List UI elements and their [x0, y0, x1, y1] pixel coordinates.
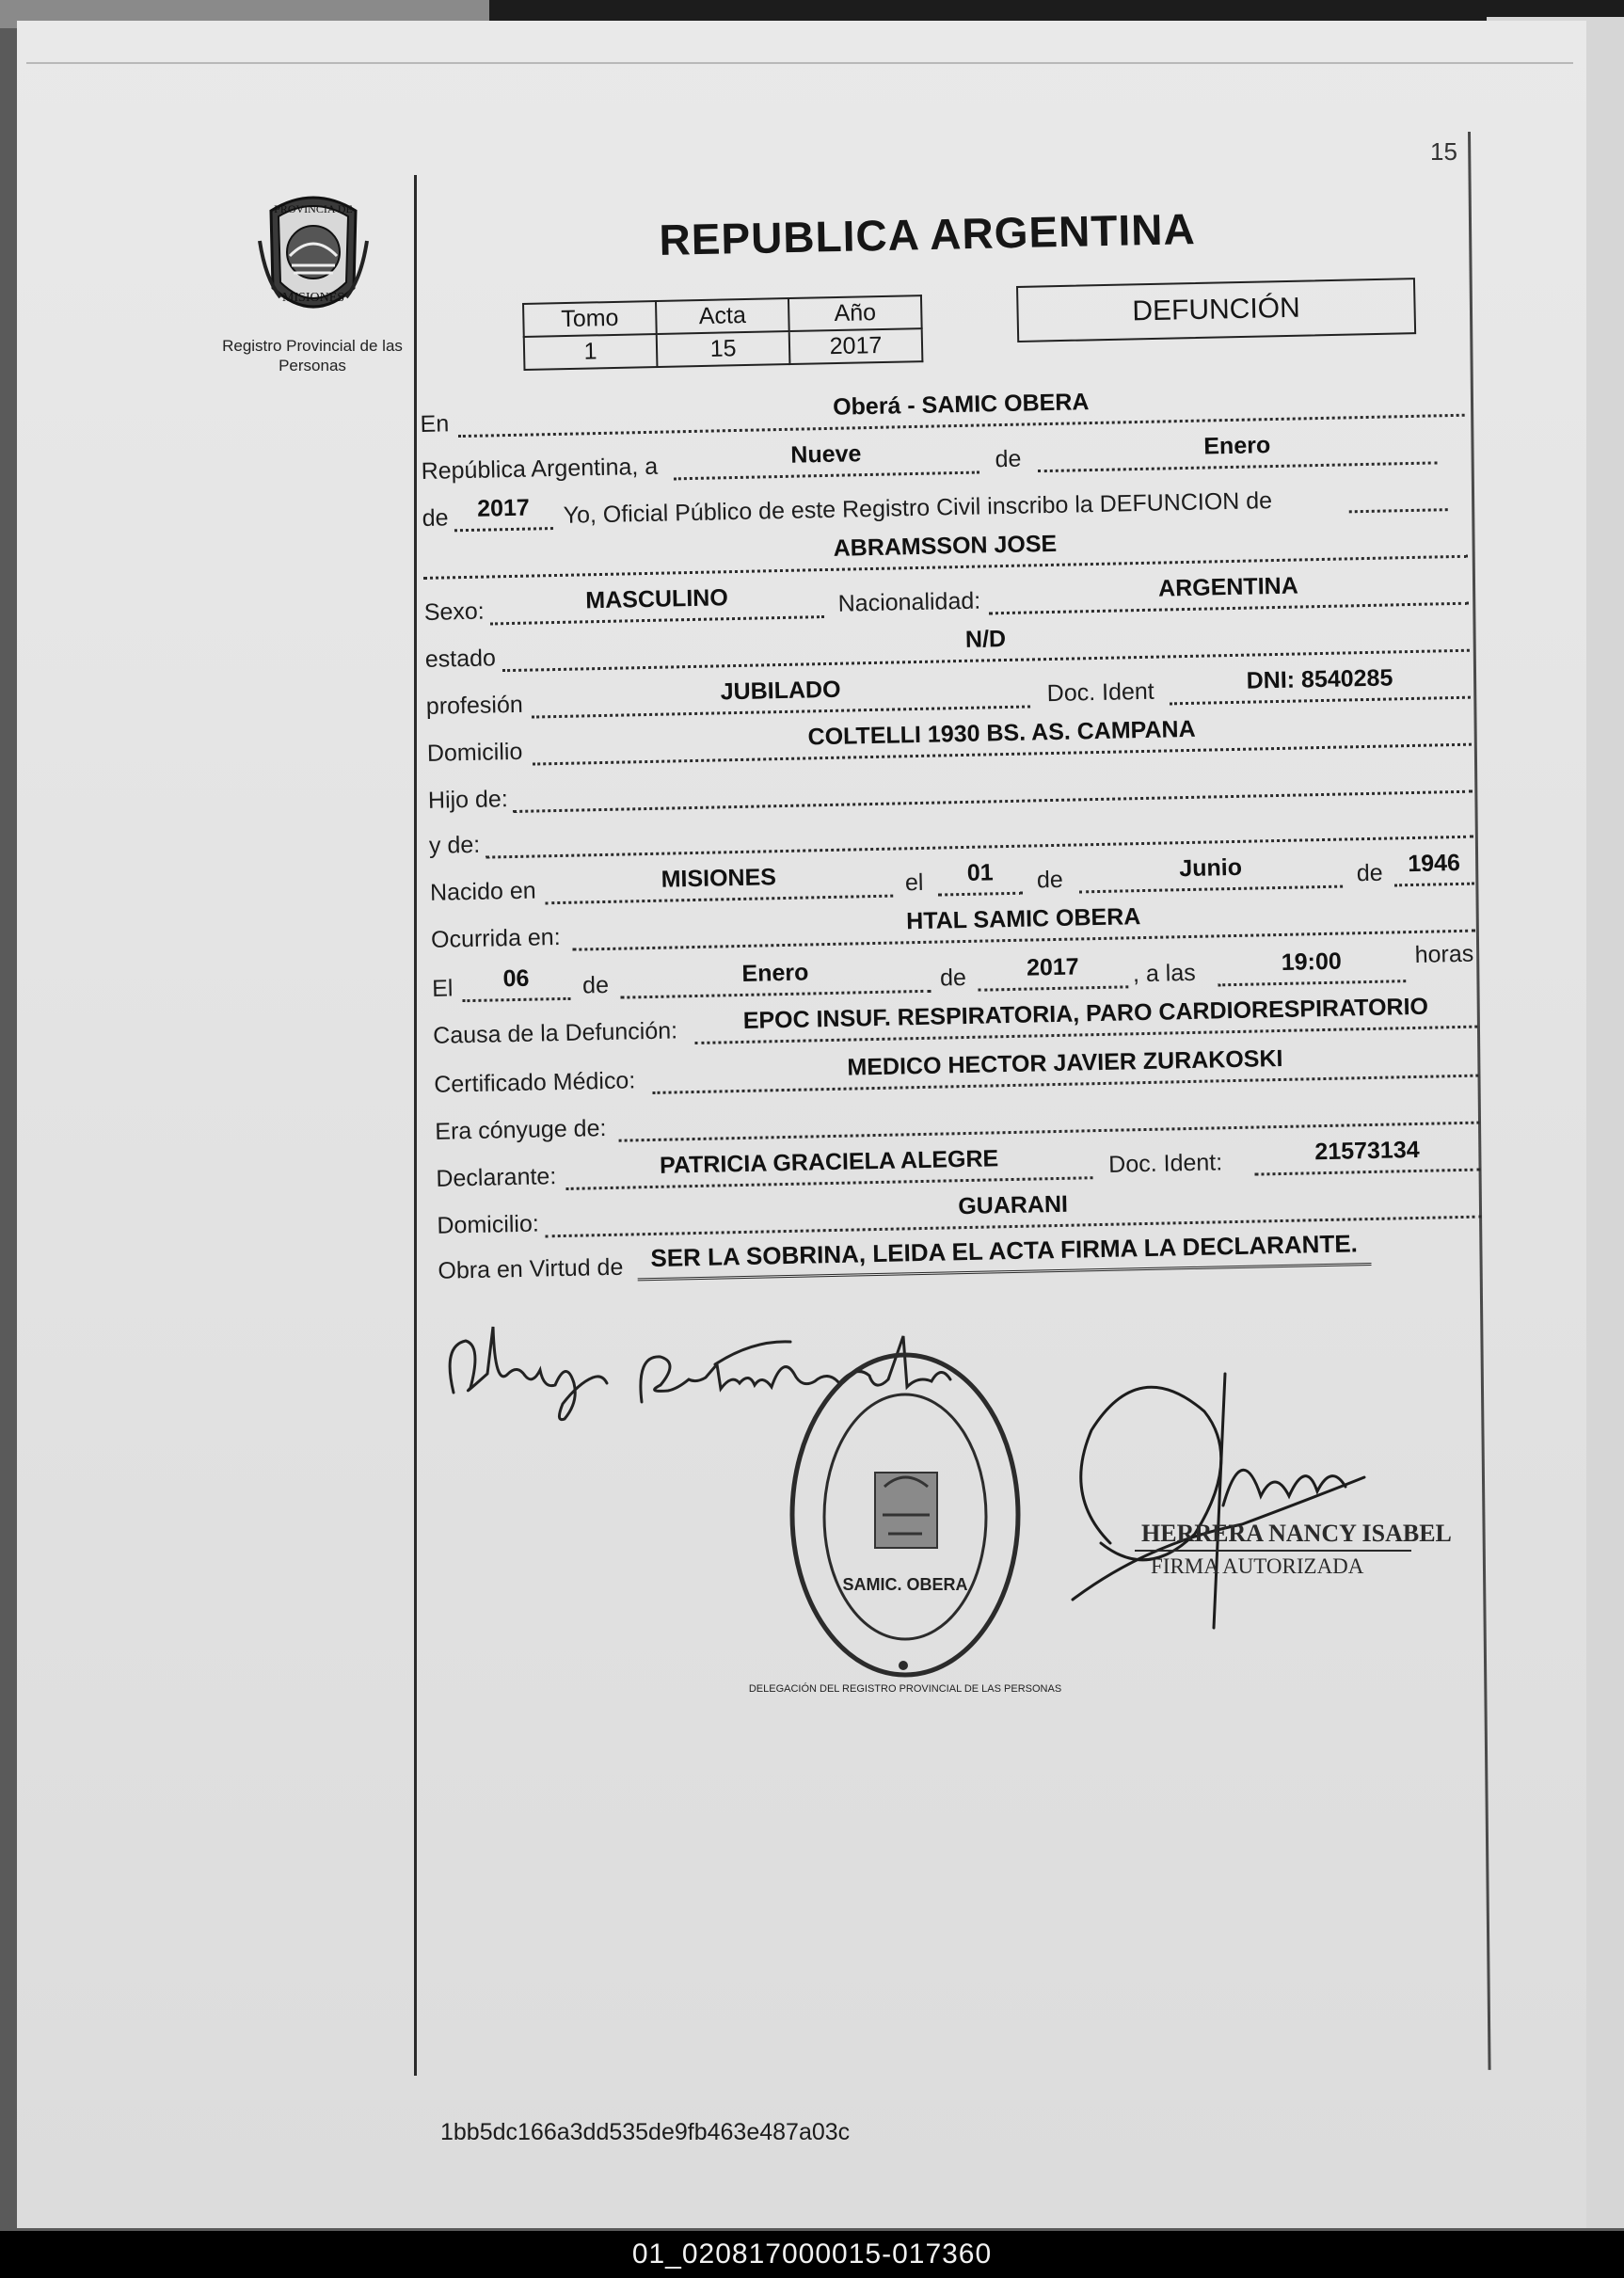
de-label: de [995, 445, 1022, 473]
year-field: 2017 [454, 491, 553, 532]
emblem-text-bottom: MISIONES [281, 291, 345, 305]
tomo-header: Tomo [523, 301, 657, 337]
emblem-text-top: PROVINCIA DE [274, 202, 353, 215]
declarant-field: PATRICIA GRACIELA ALEGRE [565, 1140, 1093, 1190]
civil-status-field: N/D [502, 613, 1470, 673]
document-hash: 1bb5dc166a3dd535de9fb463e487a03c [440, 2119, 851, 2145]
place-field: Oberá - SAMIC OBERA [457, 378, 1465, 438]
declarant-signature [450, 1327, 950, 1420]
el2-label: El [431, 975, 454, 1002]
horas-label: horas [1414, 940, 1474, 968]
causa-label: Causa de la Defunción: [432, 1017, 678, 1049]
alas-label: , a las [1132, 959, 1196, 988]
acta-header: Acta [656, 298, 789, 334]
doc-ident-label: Doc. Ident [1046, 677, 1154, 708]
provincial-emblem-icon [252, 184, 374, 326]
domicilio-label: Domicilio [426, 738, 523, 767]
stamp-center-text: SAMIC. OBERA [842, 1575, 968, 1594]
death-place-field: HTAL SAMIC OBERA [572, 894, 1476, 951]
anio-label: de [422, 504, 449, 532]
document-type-box: DEFUNCIÓN [1016, 278, 1416, 342]
declarant-doc-field: 21573134 [1254, 1133, 1481, 1176]
death-time-field: 19:00 [1217, 944, 1406, 986]
el-label: el [904, 868, 924, 897]
conyuge-label: Era cónyuge de: [435, 1115, 607, 1145]
birth-de-label: de [1036, 866, 1063, 894]
birth-year-field: 1946 [1393, 847, 1474, 887]
sexo-label: Sexo: [423, 597, 486, 626]
death-de2-label: de [939, 964, 967, 992]
birth-month-field: Junio [1078, 850, 1343, 894]
acta-value: 15 [657, 331, 790, 367]
birth-day-field: 01 [937, 856, 1023, 897]
profesion-label: profesión [425, 691, 524, 720]
death-day-field: 06 [462, 962, 571, 1002]
registry-table [522, 295, 923, 371]
anio-value: 2017 [789, 328, 923, 364]
certificado-label: Certificado Médico: [434, 1067, 636, 1098]
decl-doc-label: Doc. Ident: [1107, 1149, 1223, 1178]
death-month-field: Enero [620, 954, 931, 999]
declarante-label: Declarante: [436, 1163, 557, 1192]
republica-label: República Argentina, a [421, 453, 659, 485]
nacido-label: Nacido en [429, 877, 536, 906]
official-name: HERRERA NANCY ISABEL [1141, 1520, 1452, 1547]
official-role: FIRMA AUTORIZADA [1151, 1554, 1364, 1578]
nationality-field: ARGENTINA [988, 566, 1469, 615]
registry-value-row [524, 328, 923, 370]
address-field: COLTELLI 1930 BS. AS. CAMPANA [532, 708, 1472, 766]
birthplace-field: MISIONES [544, 859, 893, 905]
en-label: En [420, 410, 450, 438]
death-de-label: de [581, 971, 610, 999]
left-margin-rule [414, 175, 417, 2076]
signature-area [414, 1298, 1468, 1712]
tomo-value: 1 [524, 334, 658, 370]
decl-dom-label: Domicilio: [437, 1210, 540, 1239]
cause-field: EPOC INSUF. RESPIRATORIA, PARO CARDIORESPIRATORIO [694, 990, 1478, 1044]
official-stamp [749, 1355, 1061, 1695]
grounds-field: SER LA SOBRINA, LEIDA EL ACTA FIRMA LA DECLARANTE. [637, 1227, 1372, 1281]
document-title: REPUBLICA ARGENTINA [659, 204, 1197, 264]
estado-label: estado [424, 645, 497, 673]
month-field: Enero [1037, 425, 1438, 472]
hijo-label: Hijo de: [427, 786, 509, 814]
stamp-text: DELEGACIÓN DEL REGISTRO PROVINCIAL DE LAS PERSONAS [748, 1683, 1062, 1695]
yo-continuation-field [1348, 472, 1448, 513]
day-field: Nueve [673, 436, 979, 481]
org-name: Registro Provincial de las Personas [222, 337, 403, 374]
certificate-field: MEDICO HECTOR JAVIER ZURAKOSKI [652, 1039, 1479, 1094]
obra-label: Obra en Virtud de [438, 1253, 624, 1284]
doc-ident-field: DNI: 8540285 [1169, 661, 1471, 706]
page-number: 15 [1430, 137, 1457, 166]
death-year-field: 2017 [978, 949, 1129, 991]
profession-field: JUBILADO [531, 669, 1030, 718]
ocurrida-label: Ocurrida en: [430, 923, 561, 953]
birth-de2-label: de [1356, 859, 1383, 887]
yo-text: Yo, Oficial Público de este Registro Civil inscribo la DEFUNCION de [563, 487, 1273, 529]
anio-header: Año [788, 295, 922, 331]
sex-field: MASCULINO [489, 580, 824, 625]
deceased-name-field: ABRAMSSON JOSE [422, 519, 1468, 580]
official-signature [1073, 1374, 1364, 1628]
nacionalidad-label: Nacionalidad: [837, 587, 981, 617]
file-id-bar: 01_020817000015-017360 [0, 2231, 1624, 2278]
declarant-address-field: GUARANI [545, 1180, 1482, 1238]
yde-label: y de: [428, 831, 481, 859]
